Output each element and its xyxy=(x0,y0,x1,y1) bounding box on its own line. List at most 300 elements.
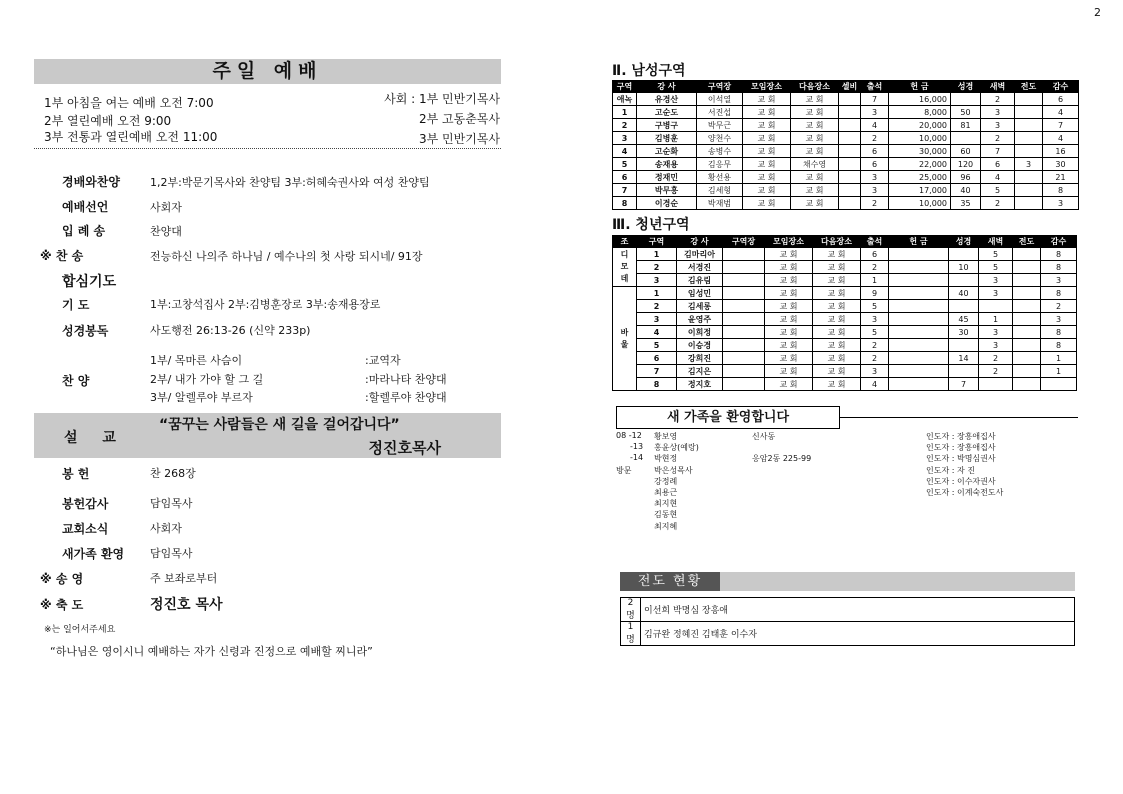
table-row xyxy=(613,365,1077,378)
table-cell: 김세형 xyxy=(697,184,743,197)
table-cell: 7 xyxy=(981,145,1015,158)
table-cell: 2 xyxy=(861,352,889,365)
table-row xyxy=(613,106,1079,119)
welcome-guide: 인도자 : 박명심권사 xyxy=(926,454,996,464)
group-label: 디 모 데 xyxy=(613,248,637,287)
table-cell: 45 xyxy=(949,313,979,326)
men-table-header xyxy=(613,81,1079,93)
table-cell: 교 회 xyxy=(791,93,839,106)
youth-section-title: Ⅲ. 청년구역 xyxy=(612,217,690,233)
table-cell: 17,000 xyxy=(889,184,951,197)
table-row xyxy=(613,352,1077,365)
table-cell: 16 xyxy=(1043,145,1079,158)
table-cell xyxy=(979,300,1013,313)
table-cell: 40 xyxy=(949,287,979,300)
table-cell: 1 xyxy=(861,274,889,287)
table-cell: 윤영주 xyxy=(677,313,723,326)
table-row xyxy=(613,287,1077,300)
table-cell xyxy=(889,300,949,313)
welcome-name: 박은성목사 xyxy=(654,465,693,475)
column-header: 다음장소 xyxy=(813,236,861,248)
table-cell: 6 xyxy=(613,171,637,184)
column-header: 구역장 xyxy=(723,236,765,248)
table-cell: 교 회 xyxy=(791,145,839,158)
welcome-guide: 인도자 : 장흥애집사 xyxy=(926,432,996,441)
table-cell: 교 회 xyxy=(743,171,791,184)
table-row xyxy=(613,184,1079,197)
column-header: 출석 xyxy=(861,81,889,93)
table-cell: 3 xyxy=(861,171,889,184)
table-cell: 5 xyxy=(979,261,1013,274)
table-cell: 김세롱 xyxy=(677,300,723,313)
table-cell: 10,000 xyxy=(889,197,951,210)
table-row xyxy=(613,93,1079,106)
new-family-label: 새가족 환영 xyxy=(62,547,125,561)
table-cell: 교 회 xyxy=(791,171,839,184)
column-header: 출석 xyxy=(861,236,889,248)
table-cell: 교 회 xyxy=(743,184,791,197)
table-cell: 2 xyxy=(637,261,677,274)
table-cell xyxy=(1013,261,1041,274)
service-1: 1부 아침을 여는 예배 오전 7:00 xyxy=(44,96,214,110)
table-cell: 2 xyxy=(979,352,1013,365)
evangelism-table xyxy=(620,597,1075,646)
table-cell: 8,000 xyxy=(889,106,951,119)
table-cell: 9 xyxy=(861,287,889,300)
table-cell: 교 회 xyxy=(813,313,861,326)
table-cell: 교 회 xyxy=(813,365,861,378)
table-cell: 3 xyxy=(979,287,1013,300)
unison-prayer-label: 합심기도 xyxy=(62,274,117,290)
table-cell: 김응무 xyxy=(697,158,743,171)
page-number: 2 xyxy=(1094,6,1101,19)
table-cell xyxy=(839,197,861,210)
column-header: 모임장소 xyxy=(765,236,813,248)
table-cell: 교 회 xyxy=(765,365,813,378)
table-cell xyxy=(1041,378,1077,391)
table-cell xyxy=(889,326,949,339)
table-cell xyxy=(1015,145,1043,158)
table-cell: 30,000 xyxy=(889,145,951,158)
table-cell xyxy=(1015,171,1043,184)
table-cell: 2 xyxy=(981,93,1015,106)
table-cell: 교 회 xyxy=(813,352,861,365)
table-cell: 김병훈 xyxy=(637,132,697,145)
table-cell: 이석열 xyxy=(697,93,743,106)
table-cell: 교 회 xyxy=(791,197,839,210)
group-label: 바 울 xyxy=(613,287,637,391)
table-cell: 3 xyxy=(981,106,1015,119)
welcome-address: 신사동 xyxy=(752,432,776,441)
table-cell: 4 xyxy=(861,378,889,391)
table-cell: 서경진 xyxy=(677,261,723,274)
table-cell: 교 회 xyxy=(813,326,861,339)
table-cell xyxy=(949,339,979,352)
table-row xyxy=(613,339,1077,352)
table-cell: 교 회 xyxy=(765,339,813,352)
column-header: 전도 xyxy=(1015,81,1043,93)
table-cell: 교 회 xyxy=(813,287,861,300)
table-cell xyxy=(889,352,949,365)
anthem-by-1: :교역자 xyxy=(365,354,401,367)
welcome-name: 최용근 xyxy=(654,488,678,497)
sermon-block xyxy=(34,413,501,458)
anthem-song-1: 1부/ 목마른 사슴이 xyxy=(150,354,243,367)
table-cell: 8 xyxy=(1041,248,1077,261)
table-cell: 21 xyxy=(1043,171,1079,184)
table-cell xyxy=(951,93,981,106)
youth-table-header xyxy=(613,236,1077,248)
table-cell: 교 회 xyxy=(743,145,791,158)
welcome-guide: 인도자 : 자 진 xyxy=(926,465,975,475)
worship-header xyxy=(34,59,501,84)
table-cell: 7 xyxy=(861,93,889,106)
table-cell: 8 xyxy=(1041,261,1077,274)
table-cell: 교 회 xyxy=(813,378,861,391)
scripture-label: 성경봉독 xyxy=(62,324,109,338)
table-cell: 2 xyxy=(861,197,889,210)
table-cell xyxy=(1013,313,1041,326)
table-cell: 송병수 xyxy=(697,145,743,158)
table-cell xyxy=(839,158,861,171)
table-cell: 40 xyxy=(951,184,981,197)
table-cell: 교 회 xyxy=(765,326,813,339)
table-cell: 20,000 xyxy=(889,119,951,132)
table-cell: 35 xyxy=(951,197,981,210)
table-cell xyxy=(839,171,861,184)
column-header: 성경 xyxy=(951,81,981,93)
table-cell: 정지호 xyxy=(677,378,723,391)
table-cell xyxy=(1013,365,1041,378)
table-cell: 3 xyxy=(637,274,677,287)
table-cell: 2 xyxy=(637,300,677,313)
welcome-address: 응암2동 225-99 xyxy=(752,454,812,464)
table-cell: 교 회 xyxy=(791,184,839,197)
welcome-guide: 인도자 : 장흥애집사 xyxy=(926,443,996,453)
table-cell xyxy=(889,248,949,261)
new-family-value: 담임목사 xyxy=(150,547,193,560)
table-cell xyxy=(1015,132,1043,145)
evangelism-names: 김규완 정혜진 김태훈 이수자 xyxy=(641,622,1075,646)
table-cell: 30 xyxy=(1043,158,1079,171)
table-cell: 유경산 xyxy=(637,93,697,106)
table-cell: 교 회 xyxy=(791,132,839,145)
column-header: 감수 xyxy=(1041,236,1077,248)
welcome-date: 방문 xyxy=(616,465,632,475)
table-cell xyxy=(949,274,979,287)
table-cell xyxy=(1013,378,1041,391)
table-cell xyxy=(1013,326,1041,339)
table-cell xyxy=(723,300,765,313)
table-row xyxy=(613,132,1079,145)
offering-value: 찬 268장 xyxy=(150,467,196,480)
column-header: 새벽 xyxy=(979,236,1013,248)
worship-title: 주일 예배 xyxy=(212,60,323,82)
table-cell: 3 xyxy=(613,132,637,145)
praise-label: 경배와찬양 xyxy=(62,175,120,189)
table-row xyxy=(613,145,1079,158)
service-3-host: 3부 민반기목사 xyxy=(418,132,500,146)
table-row xyxy=(613,326,1077,339)
thanks-value: 담임목사 xyxy=(150,497,193,510)
table-cell: 3 xyxy=(861,106,889,119)
table-cell: 8 xyxy=(1041,326,1077,339)
table-cell: 5 xyxy=(637,339,677,352)
table-cell: 교 회 xyxy=(765,300,813,313)
service-3: 3부 전통과 열린예배 오전 11:00 xyxy=(44,130,218,144)
table-cell xyxy=(723,248,765,261)
men-district-table xyxy=(612,80,1079,210)
table-row xyxy=(613,274,1077,287)
closing-quote: “하나님은 영이시니 예배하는 자가 신령과 진정으로 예배할 찌니라” xyxy=(50,645,373,658)
table-cell xyxy=(889,339,949,352)
table-row xyxy=(613,158,1079,171)
table-cell: 교 회 xyxy=(791,119,839,132)
service-1-host: 사회 : 1부 민반기목사 xyxy=(384,92,500,106)
anthem-by-3: :할렐루야 찬양대 xyxy=(365,391,447,404)
table-cell: 8 xyxy=(613,197,637,210)
sendoff-value: 주 보좌로부터 xyxy=(150,572,218,585)
table-cell xyxy=(839,145,861,158)
table-row xyxy=(613,119,1079,132)
table-cell: 6 xyxy=(981,158,1015,171)
welcome-divider xyxy=(840,417,1078,418)
table-cell: 120 xyxy=(951,158,981,171)
table-cell: 채수영 xyxy=(791,158,839,171)
welcome-guide: 인도자 : 이수자권사 xyxy=(926,476,996,486)
column-header: 헌 금 xyxy=(889,236,949,248)
table-row xyxy=(613,197,1079,210)
evangelism-header xyxy=(620,572,1075,591)
column-header: 다음장소 xyxy=(791,81,839,93)
welcome-name: 홍윤상(예랑) xyxy=(654,443,699,453)
benediction-value: 정진호 목사 xyxy=(150,597,223,613)
table-cell: 이경순 xyxy=(637,197,697,210)
table-cell xyxy=(839,184,861,197)
table-cell: 1 xyxy=(979,313,1013,326)
table-cell: 고순화 xyxy=(637,145,697,158)
table-cell: 3 xyxy=(861,313,889,326)
table-cell: 14 xyxy=(949,352,979,365)
prayer-label: 기 도 xyxy=(62,298,90,312)
table-cell: 김유림 xyxy=(677,274,723,287)
table-cell: 7 xyxy=(949,378,979,391)
table-cell: 1 xyxy=(613,106,637,119)
table-cell: 4 xyxy=(981,171,1015,184)
table-cell xyxy=(723,326,765,339)
sermon-title: “꿈꾸는 사람들은 새 길을 걸어갑니다” xyxy=(159,417,400,433)
welcome-name: 최지현 xyxy=(654,499,678,509)
table-cell: 임성민 xyxy=(677,287,723,300)
table-cell: 박재범 xyxy=(697,197,743,210)
table-cell: 22,000 xyxy=(889,158,951,171)
table-cell: 2 xyxy=(981,132,1015,145)
call-label: 예배선언 xyxy=(62,200,109,214)
table-cell: 김마리아 xyxy=(677,248,723,261)
welcome-name: 황보영 xyxy=(654,432,678,441)
table-cell xyxy=(723,365,765,378)
table-cell xyxy=(1015,119,1043,132)
table-row xyxy=(613,171,1079,184)
column-header: 구역장 xyxy=(697,81,743,93)
evangelism-row xyxy=(621,598,1075,622)
table-cell: 1 xyxy=(637,287,677,300)
welcome-name: 박현정 xyxy=(654,454,678,464)
column-header: 모임장소 xyxy=(743,81,791,93)
table-row xyxy=(613,248,1077,261)
table-cell: 교 회 xyxy=(765,352,813,365)
table-cell: 교 회 xyxy=(813,339,861,352)
table-cell xyxy=(723,261,765,274)
call-value: 사회자 xyxy=(150,201,182,214)
welcome-date: 08 -12 xyxy=(616,431,642,440)
table-cell: 4 xyxy=(1043,106,1079,119)
table-cell: 교 회 xyxy=(743,93,791,106)
table-cell: 박무근 xyxy=(697,119,743,132)
evangelism-names: 이선희 박명심 장흥애 xyxy=(641,598,1075,622)
column-header: 조 xyxy=(613,236,637,248)
table-cell: 강희진 xyxy=(677,352,723,365)
table-cell xyxy=(1015,184,1043,197)
table-cell xyxy=(723,313,765,326)
table-cell: 8 xyxy=(1041,287,1077,300)
table-cell: 교 회 xyxy=(813,248,861,261)
table-cell: 3 xyxy=(861,365,889,378)
table-cell: 교 회 xyxy=(813,274,861,287)
welcome-name: 강정례 xyxy=(654,476,678,486)
table-cell: 교 회 xyxy=(791,106,839,119)
table-cell: 교 회 xyxy=(743,197,791,210)
table-cell: 교 회 xyxy=(765,378,813,391)
table-cell xyxy=(1015,106,1043,119)
table-cell xyxy=(1013,287,1041,300)
table-cell: 10,000 xyxy=(889,132,951,145)
table-cell: 5 xyxy=(981,184,1015,197)
table-cell: 교 회 xyxy=(765,261,813,274)
table-cell xyxy=(979,378,1013,391)
table-cell: 양천수 xyxy=(697,132,743,145)
column-header: 새벽 xyxy=(981,81,1015,93)
table-cell: 3 xyxy=(1041,274,1077,287)
table-cell: 3 xyxy=(1043,197,1079,210)
column-header: 구역 xyxy=(613,81,637,93)
table-cell: 4 xyxy=(637,326,677,339)
table-cell xyxy=(889,261,949,274)
thanks-label: 봉헌감사 xyxy=(62,497,109,511)
table-cell: 30 xyxy=(949,326,979,339)
table-cell: 2 xyxy=(1041,300,1077,313)
scripture-value: 사도행전 26:13-26 (신약 233p) xyxy=(150,324,311,337)
column-header: 구역 xyxy=(637,236,677,248)
table-cell: 2 xyxy=(861,132,889,145)
table-cell: 5 xyxy=(613,158,637,171)
table-cell: 3 xyxy=(1041,313,1077,326)
news-label: 교회소식 xyxy=(62,522,109,536)
table-cell: 3 xyxy=(979,326,1013,339)
youth-district-table xyxy=(612,235,1077,391)
table-cell xyxy=(839,132,861,145)
table-cell: 6 xyxy=(861,158,889,171)
table-cell xyxy=(723,352,765,365)
table-cell: 7 xyxy=(1043,119,1079,132)
table-cell: 50 xyxy=(951,106,981,119)
table-cell: 2 xyxy=(861,261,889,274)
table-cell: 2 xyxy=(981,197,1015,210)
welcome-date: -13 xyxy=(630,442,644,452)
table-cell xyxy=(1013,352,1041,365)
offering-label: 봉 헌 xyxy=(62,467,90,481)
stand-note: ※는 일어서주세요 xyxy=(44,625,116,635)
hymn-label: ※ 찬 송 xyxy=(40,249,84,263)
table-row xyxy=(613,300,1077,313)
table-cell xyxy=(723,287,765,300)
evangelism-row xyxy=(621,622,1075,646)
news-value: 사회자 xyxy=(150,522,182,535)
table-cell: 5 xyxy=(861,300,889,313)
table-cell: 5 xyxy=(979,248,1013,261)
table-cell: 교 회 xyxy=(765,287,813,300)
table-cell: 7 xyxy=(613,184,637,197)
column-header: 강 사 xyxy=(677,236,723,248)
sermon-pastor: 정진호목사 xyxy=(368,439,441,457)
table-row xyxy=(613,261,1077,274)
service-2-host: 2부 고동춘목사 xyxy=(418,112,500,126)
table-cell: 7 xyxy=(637,365,677,378)
evangelism-count: 2명 xyxy=(621,598,641,622)
table-cell: 6 xyxy=(861,248,889,261)
table-cell: 교 회 xyxy=(813,261,861,274)
table-cell xyxy=(951,132,981,145)
table-cell: 김지은 xyxy=(677,365,723,378)
table-cell xyxy=(1013,274,1041,287)
table-cell: 교 회 xyxy=(765,274,813,287)
table-cell: 3 xyxy=(981,119,1015,132)
table-cell: 애녹 xyxy=(613,93,637,106)
table-cell: 6 xyxy=(861,145,889,158)
table-cell: 6 xyxy=(637,352,677,365)
column-header: 강 사 xyxy=(637,81,697,93)
table-cell xyxy=(839,119,861,132)
table-cell xyxy=(949,365,979,378)
evangelism-count: 1명 xyxy=(621,622,641,646)
table-cell: 4 xyxy=(1043,132,1079,145)
hymn-value: 전능하신 나의주 하나님 / 예수나의 첫 사랑 되시네/ 91장 xyxy=(150,250,423,263)
welcome-date: -14 xyxy=(630,453,644,463)
table-cell xyxy=(1015,93,1043,106)
dotted-divider xyxy=(34,148,501,149)
entrance-value: 찬양대 xyxy=(150,225,182,238)
table-cell: 1 xyxy=(1041,365,1077,378)
table-cell xyxy=(839,106,861,119)
table-cell: 교 회 xyxy=(743,158,791,171)
men-section-title: Ⅱ. 남성구역 xyxy=(612,63,686,79)
table-cell: 4 xyxy=(861,119,889,132)
table-cell: 10 xyxy=(949,261,979,274)
table-cell xyxy=(949,248,979,261)
table-cell: 8 xyxy=(1043,184,1079,197)
welcome-title: 새 가족을 환영합니다 xyxy=(616,406,840,429)
table-cell: 이희정 xyxy=(677,326,723,339)
table-cell: 교 회 xyxy=(765,313,813,326)
table-cell: 정재민 xyxy=(637,171,697,184)
table-cell xyxy=(1013,248,1041,261)
welcome-name: 최지혜 xyxy=(654,521,678,531)
table-cell: 60 xyxy=(951,145,981,158)
table-cell xyxy=(889,313,949,326)
table-cell xyxy=(723,378,765,391)
anthem-by-2: :마라나타 찬양대 xyxy=(365,373,447,386)
table-cell: 96 xyxy=(951,171,981,184)
